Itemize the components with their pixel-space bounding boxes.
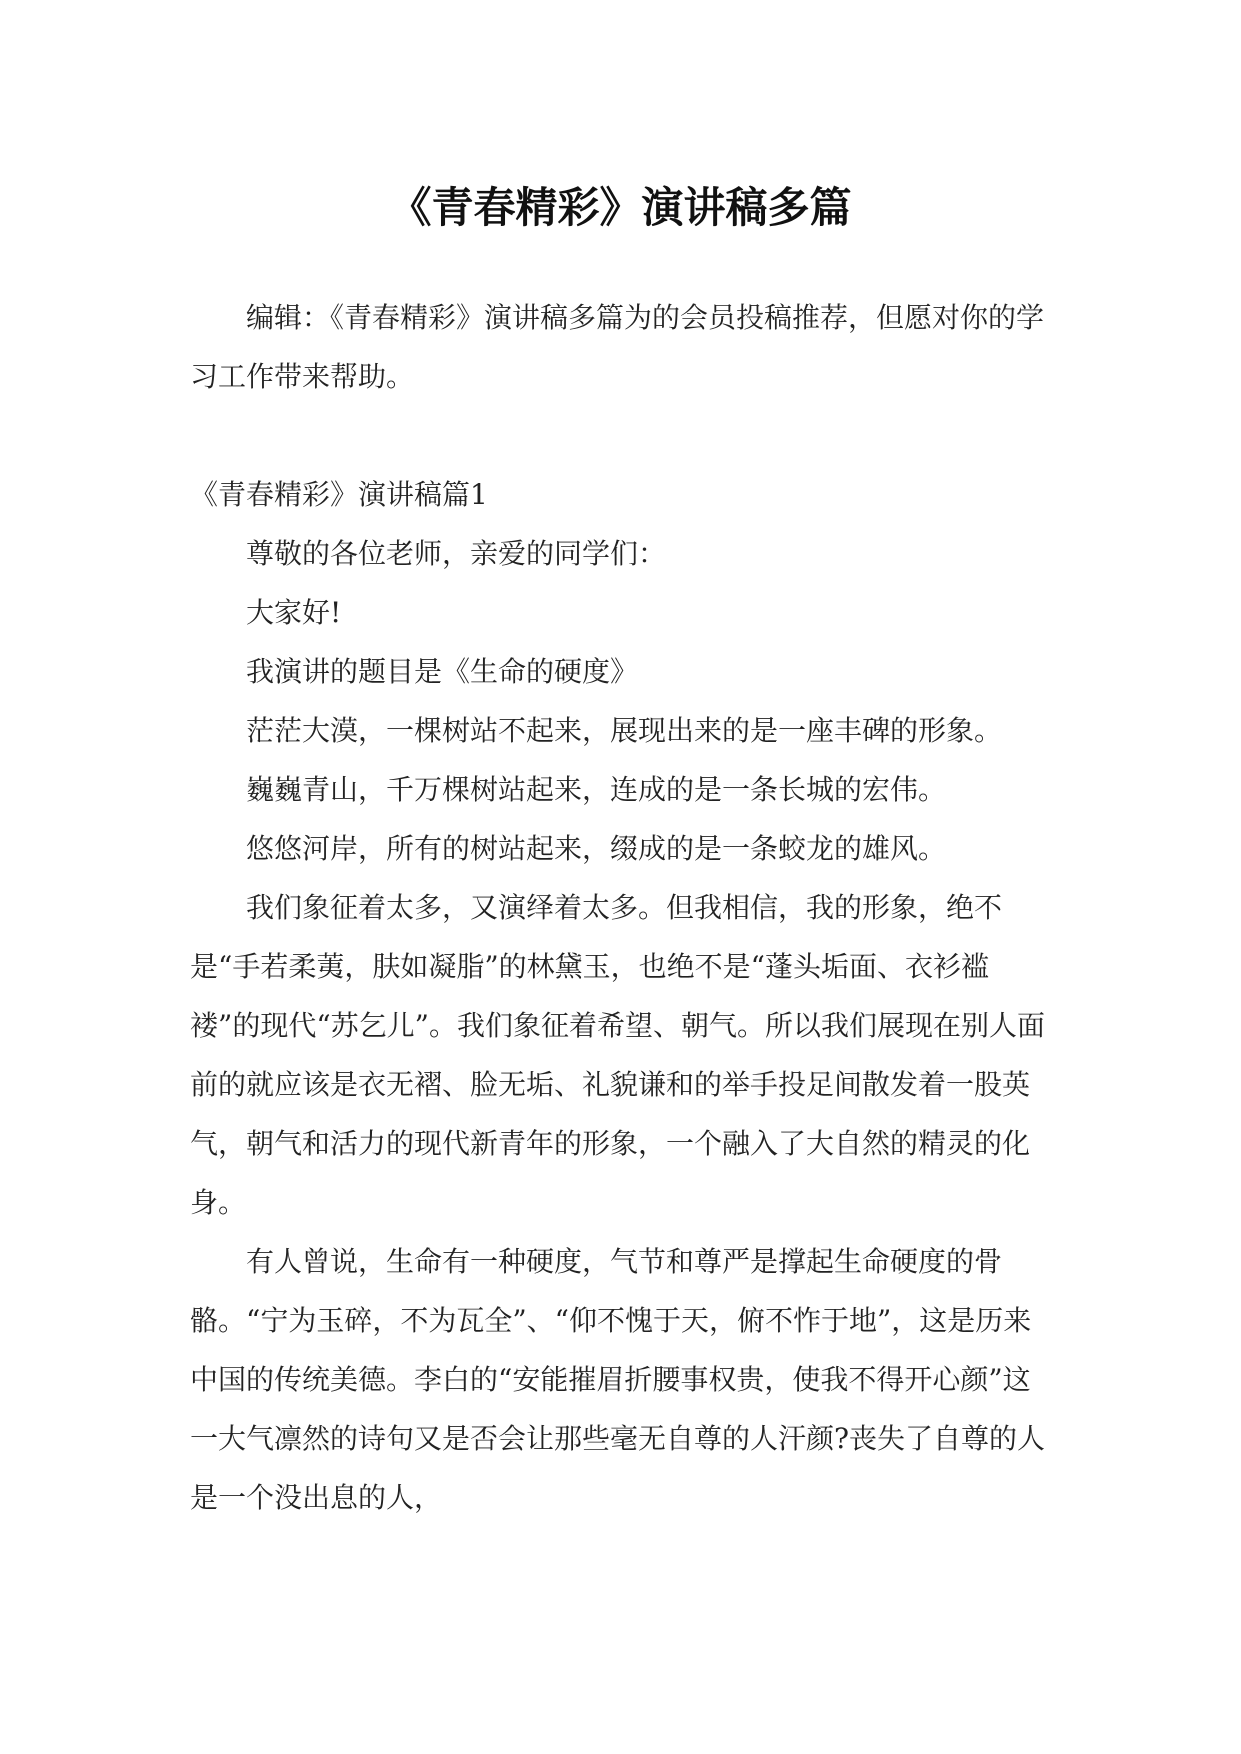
paragraph-mountain: 巍巍青山，千万棵树站起来，连成的是一条长城的宏伟。 bbox=[246, 773, 947, 806]
paragraph-topic: 我演讲的题目是《生命的硬度》 bbox=[246, 655, 639, 688]
paragraph-image: 我们象征着太多，又演绎着太多。但我相信，我的形象，绝不是“手若柔荑，肤如凝脂”的林黛玉，也绝不是“蓬头垢面、衣衫褴褛”的现代“苏乞儿”。我们象征着希望、朝气。所以我们展现在别人面前的就应该是衣无褶、脸无垢、礼貌谦和的举手投足间散发着一股英气，朝气和活力的现代新青年的形象，一个融入了大自然的精灵的化身。 bbox=[190, 891, 1045, 1219]
paragraph-salutation: 尊敬的各位老师，亲爱的同学们： bbox=[246, 537, 667, 570]
intro-paragraph: 编辑：《青春精彩》演讲稿多篇为的会员投稿推荐，但愿对你的学习工作带来帮助。 bbox=[190, 301, 1045, 393]
speech-content bbox=[190, 465, 1052, 1527]
paragraph-greeting: 大家好! bbox=[246, 596, 342, 629]
paragraph-hardness: 有人曾说，生命有一种硬度，气节和尊严是撑起生命硬度的骨骼。“宁为玉碎，不为瓦全”、“仰不愧于天，俯不怍于地”，这是历来中国的传统美德。李白的“安能摧眉折腰事权贵，使我不得开心颜”这一大气凛然的诗句又是否会让那些毫无自尊的人汗颜?丧失了自尊的人是一个没出息的人， bbox=[190, 1245, 1046, 1514]
section-heading: 《青春精彩》演讲稿篇1 bbox=[190, 478, 488, 511]
document-title: 《青春精彩》演讲稿多篇 bbox=[389, 183, 852, 233]
intro-block bbox=[190, 288, 1052, 406]
paragraph-river: 悠悠河岸，所有的树站起来，缀成的是一条蛟龙的雄风。 bbox=[246, 832, 947, 865]
paragraph-desert: 茫茫大漠，一棵树站不起来，展现出来的是一座丰碑的形象。 bbox=[246, 714, 1003, 747]
